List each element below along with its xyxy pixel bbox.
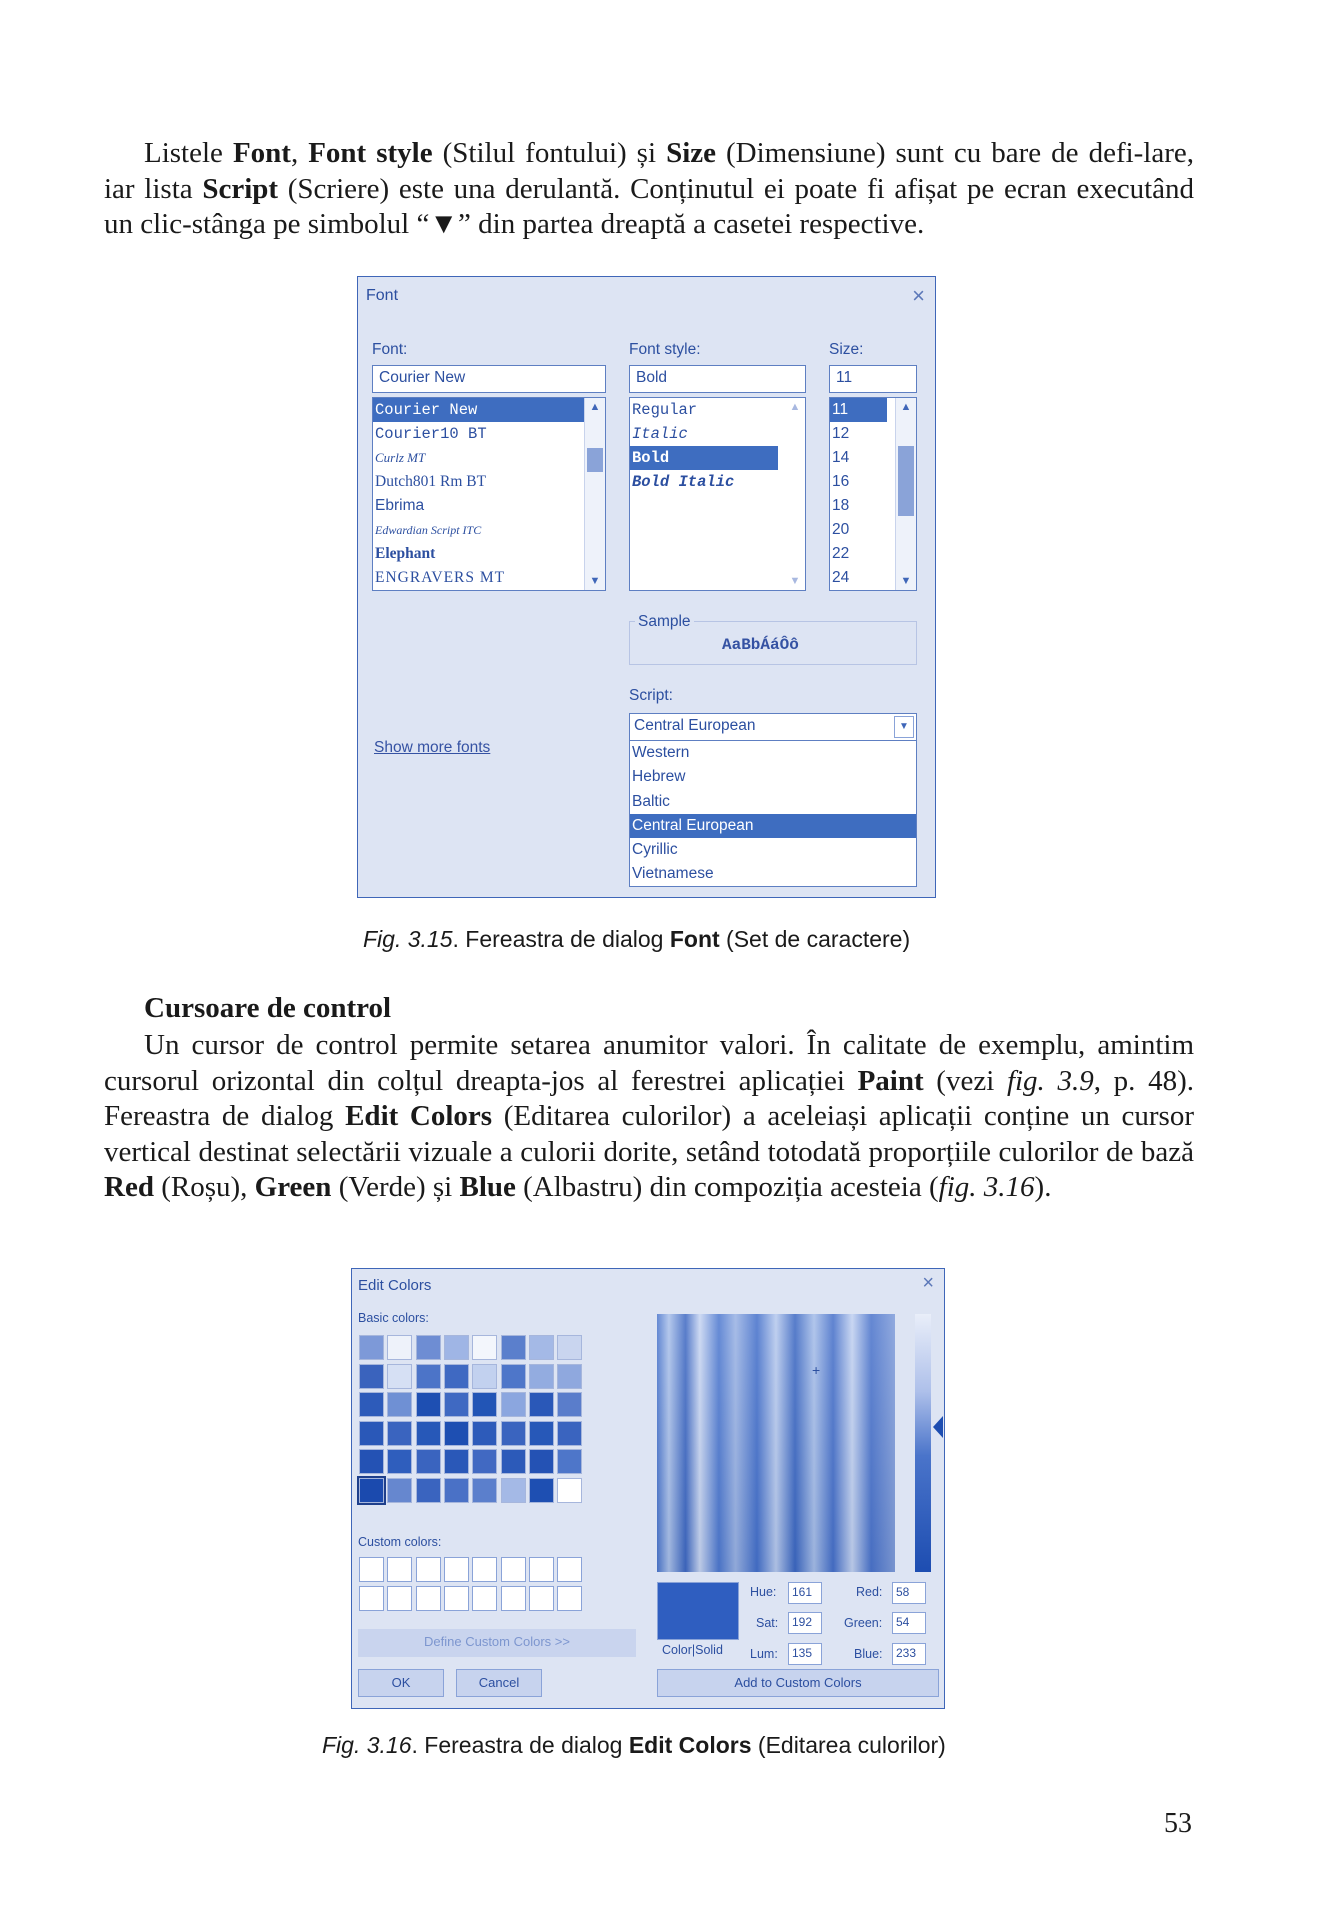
- intro-paragraph: Listele Font, Font style (Stilul fontului) și Size (Dimensiune) sunt cu bare de defi-lare, iar lista Script (Scriere) este una derulantă. Conținutul ei poate fi afișat pe ecran executând un clic-stânga pe simbolul “▼” din partea dreaptă a casetei respective.: [104, 137, 1195, 240]
- list-item[interactable]: Courier10 BT: [375, 425, 487, 443]
- font-list[interactable]: [372, 397, 606, 591]
- basic-color-swatch[interactable]: [359, 1478, 384, 1503]
- basic-color-swatch[interactable]: [416, 1335, 441, 1360]
- blue-label: Blue:: [854, 1647, 883, 1661]
- basic-color-swatch[interactable]: [472, 1421, 497, 1446]
- list-item[interactable]: Curlz MT: [375, 450, 426, 465]
- luminance-slider[interactable]: [915, 1314, 931, 1572]
- close-icon[interactable]: ×: [912, 283, 925, 308]
- color-preview: [657, 1582, 739, 1640]
- font-scrollbar[interactable]: [584, 398, 605, 590]
- script-value: Central European: [634, 717, 756, 734]
- define-custom-colors-button[interactable]: Define Custom Colors >>: [358, 1629, 636, 1657]
- figure-caption: Fig. 3.16. Fereastra de dialog Edit Colors (Editarea culorilor): [322, 1732, 946, 1758]
- color-spectrum[interactable]: [657, 1314, 895, 1572]
- basic-color-swatch[interactable]: [472, 1335, 497, 1360]
- cancel-button[interactable]: Cancel: [456, 1669, 542, 1697]
- show-more-fonts-link[interactable]: Show more fonts: [374, 739, 491, 756]
- basic-color-swatch[interactable]: [444, 1478, 469, 1503]
- font-style-label: Font style:: [629, 341, 701, 358]
- custom-colors-label: Custom colors:: [358, 1535, 442, 1549]
- custom-color-swatch[interactable]: [501, 1586, 526, 1611]
- basic-color-swatch[interactable]: [416, 1478, 441, 1503]
- basic-color-swatch[interactable]: [416, 1421, 441, 1446]
- list-item[interactable]: ENGRAVERS MT: [375, 569, 506, 586]
- section-paragraph: Un cursor de control permite setarea anumitor valori. În calitate de exemplu, amintim cursorul orizontal din colțul dreapta-jos al ferestrei aplicației Paint (vezi fig. 3.9, p. 48). Fereastra de dialog Edit Colors (Editarea culorilor) a aceleiași aplicații conține un cursor vertical destinat selectării vizuale a culorii dorite, setând totodată proporțiile culorilor de bază Red (Roșu), Green (Verde) și Blue (Albastru) din compoziția acesteia (fig. 3.16).: [104, 1029, 1194, 1203]
- basic-color-swatch[interactable]: [444, 1335, 469, 1360]
- script-dropdown[interactable]: [629, 713, 917, 741]
- basic-color-swatch[interactable]: [387, 1364, 412, 1389]
- green-label: Green:: [844, 1616, 883, 1630]
- basic-color-swatch[interactable]: [359, 1449, 384, 1474]
- basic-color-swatch[interactable]: [529, 1478, 554, 1503]
- basic-color-swatch[interactable]: [359, 1335, 384, 1360]
- red-field[interactable]: 58: [892, 1582, 926, 1604]
- list-item[interactable]: Courier New: [373, 398, 605, 422]
- size-label: Size:: [829, 341, 864, 358]
- custom-color-swatch[interactable]: [529, 1557, 554, 1582]
- custom-color-swatch[interactable]: [472, 1557, 497, 1582]
- list-item[interactable]: 18: [832, 497, 850, 514]
- basic-color-swatch[interactable]: [529, 1449, 554, 1474]
- basic-color-swatch[interactable]: [501, 1335, 526, 1360]
- red-label: Red:: [856, 1585, 883, 1599]
- custom-color-swatch[interactable]: [501, 1557, 526, 1582]
- basic-color-swatch[interactable]: [557, 1392, 582, 1417]
- lum-field[interactable]: 135: [788, 1643, 822, 1665]
- basic-color-swatch[interactable]: [444, 1392, 469, 1417]
- list-item[interactable]: Ebrima: [375, 497, 425, 514]
- basic-color-swatch[interactable]: [501, 1392, 526, 1417]
- size-list[interactable]: [829, 397, 917, 591]
- scroll-thumb[interactable]: [587, 448, 603, 472]
- basic-color-swatch[interactable]: [501, 1478, 526, 1503]
- custom-color-swatch[interactable]: [529, 1586, 554, 1611]
- list-item[interactable]: Central European: [630, 814, 916, 838]
- basic-color-swatch[interactable]: [529, 1421, 554, 1446]
- custom-color-swatch[interactable]: [557, 1586, 582, 1611]
- font-dialog: [357, 276, 936, 898]
- basic-color-swatch[interactable]: [387, 1392, 412, 1417]
- list-item[interactable]: 20: [832, 521, 850, 538]
- edit-colors-dialog: [351, 1268, 945, 1709]
- hue-field[interactable]: 161: [788, 1582, 822, 1604]
- sample-label: Sample: [635, 613, 694, 631]
- chevron-down-icon[interactable]: ▼: [589, 575, 601, 587]
- list-item[interactable]: 11: [830, 398, 887, 422]
- dialog-title: Edit Colors: [358, 1277, 432, 1294]
- font-label: Font:: [372, 341, 408, 358]
- basic-color-swatch[interactable]: [472, 1478, 497, 1503]
- script-options[interactable]: [629, 741, 917, 887]
- chevron-down-icon[interactable]: ▼: [789, 575, 801, 587]
- font-input[interactable]: Courier New: [372, 365, 606, 393]
- chevron-up-icon[interactable]: ▲: [789, 401, 801, 413]
- basic-color-swatch[interactable]: [557, 1421, 582, 1446]
- basic-color-swatch[interactable]: [444, 1449, 469, 1474]
- list-item[interactable]: 22: [832, 545, 850, 562]
- slider-arrow-icon[interactable]: [933, 1416, 943, 1438]
- custom-color-swatch[interactable]: [444, 1557, 469, 1582]
- custom-color-swatch[interactable]: [387, 1557, 412, 1582]
- basic-color-swatch[interactable]: [387, 1335, 412, 1360]
- basic-color-swatch[interactable]: [359, 1421, 384, 1446]
- sat-field[interactable]: 192: [788, 1612, 822, 1634]
- basic-color-swatch[interactable]: [387, 1421, 412, 1446]
- custom-color-swatch[interactable]: [359, 1586, 384, 1611]
- green-field[interactable]: 54: [892, 1612, 926, 1634]
- color-solid-label: Color|Solid: [662, 1643, 723, 1657]
- add-to-custom-colors-button[interactable]: Add to Custom Colors: [657, 1669, 939, 1697]
- sample-text: AaBbÁáÔô: [722, 636, 799, 654]
- list-item[interactable]: Baltic: [632, 792, 670, 810]
- basic-color-swatch[interactable]: [472, 1449, 497, 1474]
- list-item[interactable]: Vietnamese: [632, 865, 714, 883]
- basic-color-swatch[interactable]: [416, 1364, 441, 1389]
- custom-color-swatch[interactable]: [387, 1586, 412, 1611]
- chevron-down-icon[interactable]: ▼: [900, 575, 912, 587]
- list-item[interactable]: 16: [832, 473, 850, 490]
- font-style-list[interactable]: [629, 397, 806, 591]
- size-scrollbar[interactable]: [895, 398, 916, 590]
- size-input[interactable]: 11: [829, 365, 917, 393]
- list-item[interactable]: Italic: [632, 425, 688, 443]
- basic-color-swatch[interactable]: [416, 1392, 441, 1417]
- basic-color-swatch[interactable]: [472, 1392, 497, 1417]
- close-icon[interactable]: ×: [922, 1272, 934, 1294]
- basic-color-swatch[interactable]: [529, 1335, 554, 1360]
- font-style-input[interactable]: Bold: [629, 365, 806, 393]
- sat-label: Sat:: [756, 1616, 779, 1630]
- list-item[interactable]: Bold Italic: [632, 473, 735, 491]
- style-scrollbar[interactable]: [785, 398, 805, 590]
- list-item[interactable]: 24: [832, 569, 850, 586]
- basic-color-swatch[interactable]: [501, 1421, 526, 1446]
- custom-color-swatch[interactable]: [444, 1586, 469, 1611]
- basic-color-swatch[interactable]: [444, 1421, 469, 1446]
- hue-label: Hue:: [750, 1585, 777, 1599]
- list-item[interactable]: Dutch801 Rm BT: [375, 473, 487, 490]
- chevron-down-icon[interactable]: ▼: [894, 716, 914, 738]
- custom-color-swatch[interactable]: [557, 1557, 582, 1582]
- basic-color-swatch[interactable]: [359, 1364, 384, 1389]
- basic-color-swatch[interactable]: [557, 1449, 582, 1474]
- list-item[interactable]: Elephant: [375, 545, 436, 562]
- basic-color-swatch[interactable]: [472, 1364, 497, 1389]
- list-item[interactable]: Cyrillic: [632, 841, 678, 859]
- basic-colors-label: Basic colors:: [358, 1311, 429, 1325]
- figure-caption: Fig. 3.15. Fereastra de dialog Font (Set de caractere): [363, 926, 911, 952]
- custom-color-swatch[interactable]: [472, 1586, 497, 1611]
- basic-color-swatch[interactable]: [501, 1449, 526, 1474]
- lum-label: Lum:: [750, 1647, 778, 1661]
- chevron-up-icon[interactable]: ▲: [900, 401, 912, 413]
- basic-color-swatch[interactable]: [501, 1364, 526, 1389]
- list-item[interactable]: 12: [832, 425, 850, 442]
- page-number: 53: [1164, 1808, 1192, 1839]
- basic-color-swatch[interactable]: [557, 1364, 582, 1389]
- blue-field[interactable]: 233: [892, 1643, 926, 1665]
- list-item[interactable]: Regular: [632, 401, 698, 419]
- basic-color-swatch[interactable]: [444, 1364, 469, 1389]
- basic-color-swatch[interactable]: [387, 1449, 412, 1474]
- basic-color-swatch[interactable]: [416, 1449, 441, 1474]
- basic-color-swatch[interactable]: [529, 1392, 554, 1417]
- basic-color-swatch[interactable]: [557, 1335, 582, 1360]
- list-item[interactable]: Edwardian Script ITC: [375, 523, 482, 537]
- section-heading: Cursoare de control: [144, 992, 392, 1024]
- custom-color-swatch[interactable]: [416, 1586, 441, 1611]
- basic-color-swatch[interactable]: [359, 1392, 384, 1417]
- crosshair-icon[interactable]: +: [812, 1362, 821, 1378]
- list-item[interactable]: Bold: [630, 446, 778, 470]
- basic-color-swatch[interactable]: [529, 1364, 554, 1389]
- basic-color-swatch[interactable]: [557, 1478, 582, 1503]
- chevron-up-icon[interactable]: ▲: [589, 401, 601, 413]
- ok-button[interactable]: OK: [358, 1669, 444, 1697]
- custom-color-swatch[interactable]: [416, 1557, 441, 1582]
- list-item[interactable]: Hebrew: [632, 768, 686, 786]
- scroll-thumb[interactable]: [898, 446, 914, 516]
- list-item[interactable]: Western: [632, 744, 690, 761]
- dialog-title: Font: [366, 287, 399, 304]
- script-label: Script:: [629, 687, 673, 704]
- list-item[interactable]: 14: [832, 449, 850, 466]
- custom-color-swatch[interactable]: [359, 1557, 384, 1582]
- basic-color-swatch[interactable]: [387, 1478, 412, 1503]
